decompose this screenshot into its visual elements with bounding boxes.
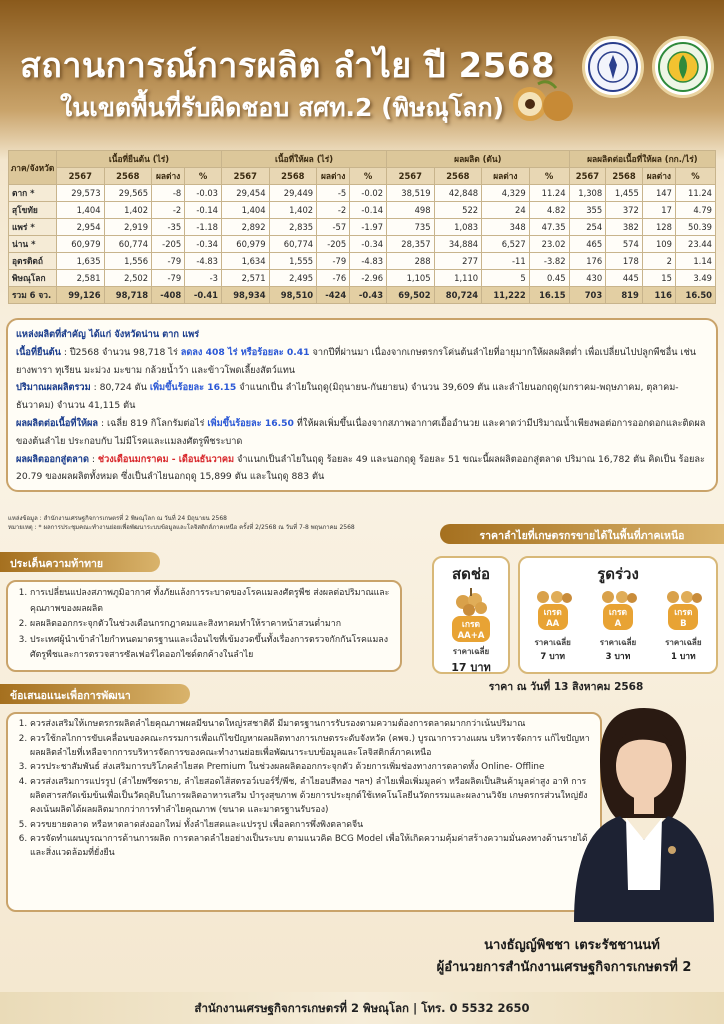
table-cell: 819 [606, 287, 643, 304]
dry-grade-a [588, 590, 648, 663]
table-cell: -5 [317, 185, 350, 202]
grade-badge [603, 604, 633, 630]
price-date: ราคา ณ วันที่ 13 สิงหาคม 2568 [488, 681, 644, 693]
table-cell: 11,222 [482, 287, 530, 304]
table-cell: 2,835 [269, 219, 317, 236]
grade-value: A [614, 619, 622, 629]
dry-title: รูดร่วง [597, 565, 639, 583]
province-cell: สุโขทัย [9, 202, 57, 219]
table-cell: 2,954 [57, 219, 105, 236]
table-cell: 2 [642, 253, 675, 270]
table-cell: 29,565 [104, 185, 152, 202]
market-paragraph [16, 451, 708, 487]
longan-fruit-icon [508, 78, 578, 126]
group-header-bearing: เนื้อที่ให้ผล (ไร่) [222, 151, 387, 168]
table-cell: 288 [387, 253, 435, 270]
oae-logo [652, 36, 714, 98]
area-text-b: จากปีที่ผ่านมา เนื่องจากเกษตรกรโค่นต้นลำไยที่อายุมากให้ผลผลิตต่ำ เพื่อเปลี่ยนไปปลูกพืชอื่น เช่น ยางพารา ทุเรียน มะม่วง มะขาม กล้วยน้ำว้า และข้าวโพดเลี้ยงสัตว์แทน [16, 346, 697, 376]
table-cell: -0.34 [185, 236, 222, 253]
table-cell: -4.83 [350, 253, 387, 270]
table-cell: 2,892 [222, 219, 270, 236]
table-cell: 29,573 [57, 185, 105, 202]
yield-text-b: ที่ให้ผลเพิ่มขึ้นเนื่องจากสภาพอากาศเอื้ออำนวย และคาดว่ามีปริมาณน้ำเพียงพอต่อการออกดอกและติดผลของต้นลำไย ประกอบกับ ไม่มีโรคและแมลงศัตรูพืชระบาด [16, 417, 706, 447]
table-cell: 355 [569, 202, 606, 219]
table-cell: 98,510 [269, 287, 317, 304]
table-cell: -0.03 [185, 185, 222, 202]
table-cell: -1.18 [185, 219, 222, 236]
table-cell: 128 [642, 219, 675, 236]
subcol-header: 2568 [269, 168, 317, 185]
subcol-header: % [529, 168, 569, 185]
table-cell: 38,519 [387, 185, 435, 202]
table-cell: 34,884 [434, 236, 482, 253]
table-cell: 42,848 [434, 185, 482, 202]
table-cell: -57 [317, 219, 350, 236]
group-header-production: ผลผลิต (ตัน) [387, 151, 570, 168]
table-cell: 50.39 [675, 219, 715, 236]
production-text-b: จำแนกเป็น ลำไยในฤดู(มิถุนายน-กันยายน) จำนวน 39,609 ตัน และลำไยนอกฤดู(มกราคม-พฤษภาคม, ตุลาคม-ธันวาคม) จำนวน 41,115 ตัน [16, 382, 679, 412]
table-cell: 348 [482, 219, 530, 236]
grade-word: เกรด [461, 620, 481, 630]
fresh-title: สดช่อ [451, 565, 491, 583]
table-row [9, 185, 716, 202]
table-cell: -3.82 [529, 253, 569, 270]
page-title: สถานการณ์การผลิต ลำไย ปี 2568 [20, 46, 556, 86]
table-cell: 69,502 [387, 287, 435, 304]
list-item: 2. ควรใช้กลไกการขับเคลื่อนของคณะกรรมการเพื่อแก้ไขปัญหาผลผลิตทางการเกษตรระดับจังหวัด (คพจ.) บูรณาการวางแผน บริหารจัดการ แก้ไขปัญหาผลผลิตลำไยที่เหลือจากการบริหารจัดการของคณะทำงานย่อยเพื่อพัฒนาระบบข้อมูลและโลจิสติกส์ภาคเหนือ [30, 733, 594, 761]
table-cell: 98,934 [222, 287, 270, 304]
table-cell: -2 [317, 202, 350, 219]
table-cell: 60,774 [269, 236, 317, 253]
table-sub-header [9, 168, 716, 185]
area-label: เนื้อที่ยืนต้น [16, 346, 61, 358]
longan-icon [598, 590, 638, 604]
group-header-yield: ผลผลิตต่อเนื้อที่ให้ผล (กก./ไร่) [569, 151, 715, 168]
subcol-header: ผลต่าง [152, 168, 185, 185]
price-label: ราคาเฉลี่ย [599, 638, 637, 647]
production-label: ปริมาณผลผลิตรวม [16, 382, 91, 394]
subcol-header: 2567 [222, 168, 270, 185]
table-cell: 4.82 [529, 202, 569, 219]
production-highlight: เพิ่มขึ้นร้อยละ 16.15 [149, 382, 237, 394]
table-cell: 16.15 [529, 287, 569, 304]
list-item: 1. การเปลี่ยนแปลงสภาพภูมิอากาศ ทั้งภัยแล้งการระบาดของโรคแมลงศัตรูพืช ส่งผลต่อปริมาณและคุณภาพของผลผลิต [30, 586, 394, 617]
director-title: ผู้อำนวยการสำนักงานเศรษฐกิจการเกษตรที่ 2 [436, 960, 692, 975]
subcol-header: ผลต่าง [317, 168, 350, 185]
emblem-icon [657, 41, 709, 93]
table-cell: 28,357 [387, 236, 435, 253]
province-cell: พิษณุโลก [9, 270, 57, 287]
table-cell: 47.35 [529, 219, 569, 236]
table-cell: -4.83 [185, 253, 222, 270]
subcol-header: 2568 [434, 168, 482, 185]
table-cell: 574 [606, 236, 643, 253]
fresh-grade-badge [452, 616, 491, 642]
table-cell: -0.02 [350, 185, 387, 202]
table-cell: 382 [606, 219, 643, 236]
table-cell: -424 [317, 287, 350, 304]
table-cell: 116 [642, 287, 675, 304]
table-cell: -0.41 [185, 287, 222, 304]
table-cell: 29,454 [222, 185, 270, 202]
table-cell: -1.97 [350, 219, 387, 236]
table-cell: -35 [152, 219, 185, 236]
table-row [9, 202, 716, 219]
page-subtitle: ในเขตพื้นที่รับผิดชอบ สศท.2 (พิษณุโลก) [60, 93, 505, 122]
table-cell: 1,555 [269, 253, 317, 270]
price-value: 1 บาท [670, 652, 696, 662]
table-cell: -0.14 [350, 202, 387, 219]
table-cell: 11.24 [529, 185, 569, 202]
remark-line: หมายเหตุ : * ผลการประชุมคณะทำงานย่อยเพื่อพัฒนาระบบข้อมูลและโลจิสติกส์ภาคเหนือ ครั้งที่ 2/2568 ณ วันที่ 7-8 พฤษภาคม 2568 [8, 524, 355, 531]
market-text-b: จำแนกเป็นลำไยในฤดู ร้อยละ 49 และนอกฤดู ร้อยละ 51 ขณะนี้ผลผลิตออกสู่ตลาด ปริมาณ 16,782 ตัน คิดเป็น ร้อยละ 20.79 ของผลผลิตทั้งหมด ซึ่งเป็นลำไยนอกฤดู 15,899 ตัน และในฤดู 883 ตัน [16, 453, 705, 483]
table-cell: -79 [152, 253, 185, 270]
table-cell: 372 [606, 202, 643, 219]
yield-label: ผลผลิตต่อเนื้อที่ให้ผล [16, 417, 99, 429]
price-title: ราคาลำไยที่เกษตรกรขายได้ในพื้นที่ภาคเหนือ [440, 524, 724, 544]
table-cell: 80,724 [434, 287, 482, 304]
table-cell: -0.14 [185, 202, 222, 219]
table-cell: 23.02 [529, 236, 569, 253]
table-cell: 1,455 [606, 185, 643, 202]
list-item: 4. ควรส่งเสริมการแปรรูป (ลำไยพรีซดราย, ลำไยสอดไส้สตรอว์เบอร์รี่/พีช, ลำไยอบสีทอง ฯลฯ) ลำไยเพื่อเพิ่มมูลค่า หรือผลิตเป็นสินค้ามูลค่าสูง อาทิ การผลิตสารสกัดเข้มข้นเพื่อเป็นวัตถุดิบในการผลิตอาหารเสริม บำรุงสุขภาพ ด้วยการประยุกต์ใช้เทคโนโลยีนวัตกรรมและผลงานวิจัย เกษตรกรส่วนใหญ่ยังคงเน้นผลิตได้ผลผลิตมากกว่าการทำลำไยคุณภาพ (ขนาด และมาตรฐานรับรอง) [30, 776, 594, 817]
province-col-header: ภาค/จังหวัด [9, 151, 57, 185]
table-cell: -79 [317, 253, 350, 270]
table-cell: 1,308 [569, 185, 606, 202]
table-cell: 11.24 [675, 185, 715, 202]
table-cell: -3 [185, 270, 222, 287]
table-cell: -408 [152, 287, 185, 304]
source-line: แหล่งข้อมูล : สำนักงานเศรษฐกิจการเกษตรที่ 2 พิษณุโลก ณ วันที่ 24 มิถุนายน 2568 [8, 515, 227, 522]
province-cell: อุตรดิตถ์ [9, 253, 57, 270]
province-cell: แพร่ * [9, 219, 57, 236]
table-cell: 2,581 [57, 270, 105, 287]
area-paragraph [16, 344, 708, 380]
table-cell: -79 [152, 270, 185, 287]
table-cell: 60,979 [57, 236, 105, 253]
table-cell: 2,919 [104, 219, 152, 236]
table-cell: 24 [482, 202, 530, 219]
grade-value: AA [546, 619, 560, 629]
table-body [9, 185, 716, 304]
grade-badge [538, 604, 568, 630]
table-cell: 1,635 [57, 253, 105, 270]
table-cell: 465 [569, 236, 606, 253]
suggestions-title: ข้อเสนอแนะเพื่อการพัฒนา [0, 684, 190, 704]
table-cell: 29,449 [269, 185, 317, 202]
table-row [9, 219, 716, 236]
director-photo [560, 690, 724, 922]
production-text-a: : 80,724 ตัน [90, 382, 150, 394]
table-cell: -76 [317, 270, 350, 287]
seal-icon [587, 41, 639, 93]
price-value: 3 บาท [605, 652, 631, 662]
ministry-logo [582, 36, 644, 98]
table-cell: 498 [387, 202, 435, 219]
table-cell: -0.43 [350, 287, 387, 304]
subcol-header: % [185, 168, 222, 185]
table-cell: 703 [569, 287, 606, 304]
footer: สำนักงานเศรษฐกิจการเกษตรที่ 2 พิษณุโลก | โทร. 0 5532 2650 [0, 992, 724, 1024]
grade-value: B [680, 619, 687, 629]
production-paragraph [16, 379, 708, 415]
table-cell: 23.44 [675, 236, 715, 253]
table-cell: 2,571 [222, 270, 270, 287]
longan-bunch-icon [451, 586, 491, 616]
table-cell: 1,105 [387, 270, 435, 287]
province-cell: น่าน * [9, 236, 57, 253]
table-cell: 147 [642, 185, 675, 202]
dry-grade-grid [520, 590, 716, 663]
market-text-a: : [88, 453, 98, 465]
subcol-header: ผลต่าง [642, 168, 675, 185]
table-cell: 99,126 [57, 287, 105, 304]
table-row [9, 236, 716, 253]
list-item: 1. ควรส่งเสริมให้เกษตรกรผลิตลำไยคุณภาพผลมีขนาดใหญ่รสชาติดี มีมาตรฐานการรับรองตามความต้องการตลาดมากกว่าเน้นปริมาณ [30, 718, 594, 732]
dry-grade-b [653, 590, 713, 663]
suggestions-box [6, 712, 602, 912]
table-cell: -8 [152, 185, 185, 202]
area-text-a: : ปี2568 จำนวน 98,718 ไร่ [60, 346, 181, 358]
table-cell: 60,774 [104, 236, 152, 253]
subcol-header: 2568 [606, 168, 643, 185]
grade-badge [668, 604, 698, 630]
table-cell: 522 [434, 202, 482, 219]
table-cell: 1,083 [434, 219, 482, 236]
table-cell: 1,402 [269, 202, 317, 219]
table-cell: 1,556 [104, 253, 152, 270]
suggestions-list [14, 718, 594, 861]
table-cell: 15 [642, 270, 675, 287]
area-highlight: ลดลง 408 ไร่ หรือร้อยละ 0.41 [180, 346, 310, 358]
longan-icon [533, 590, 573, 604]
longan-icon [663, 590, 703, 604]
table-cell: 1,404 [222, 202, 270, 219]
table-cell: 109 [642, 236, 675, 253]
table-cell: 16.50 [675, 287, 715, 304]
grade-word: เกรด [674, 608, 693, 618]
table-cell: 0.45 [529, 270, 569, 287]
list-item: 2. ผลผลิตออกกระจุกตัวในช่วงเดือนกรกฎาคมและสิงหาคมทำให้ราคาหน้าสวนต่ำมาก [30, 617, 394, 633]
fresh-price-card [432, 556, 510, 674]
market-label: ผลผลิตออกสู่ตลาด [16, 453, 89, 465]
key-sources: แหล่งผลิตที่สำคัญ ได้แก่ จังหวัดน่าน ตาก แพร่ [16, 329, 200, 340]
header [0, 0, 724, 150]
table-cell: 1,402 [104, 202, 152, 219]
table-cell: 17 [642, 202, 675, 219]
summary-box [6, 318, 718, 492]
table-row [9, 253, 716, 270]
table-group-header [9, 151, 716, 168]
group-header-area: เนื้อที่ยืนต้น (ไร่) [57, 151, 222, 168]
table-cell: 4,329 [482, 185, 530, 202]
director-name: นางธัญญ์พิชชา เตระรัชชานนท์ [484, 938, 660, 953]
data-table [8, 150, 716, 304]
table-cell: -2.96 [350, 270, 387, 287]
dry-grade-aa [523, 590, 583, 663]
market-highlight: ช่วงเดือนมกราคม - เดือนธันวาคม [97, 453, 235, 465]
price-value: 7 บาท [540, 652, 565, 662]
table-cell: 98,718 [104, 287, 152, 304]
subcol-header: ผลต่าง [482, 168, 530, 185]
challenges-title: ประเด็นความท้าทาย [0, 552, 160, 572]
table-row [9, 270, 716, 287]
price-label: ราคาเฉลี่ย [665, 638, 702, 647]
table-cell: 4.79 [675, 202, 715, 219]
production-table [8, 150, 716, 304]
dry-price-card [518, 556, 718, 674]
table-cell: -205 [152, 236, 185, 253]
table-cell: 735 [387, 219, 435, 236]
table-cell: 176 [569, 253, 606, 270]
table-cell: -0.34 [350, 236, 387, 253]
challenges-box [6, 580, 402, 672]
source-note [8, 514, 355, 532]
table-cell: 1.14 [675, 253, 715, 270]
province-cell: รวม 6 จว. [9, 287, 57, 304]
list-item: 3. ประเทศผู้นำเข้าลำไยกำหนดมาตรฐานและเงื่อนไขที่เข้มงวดขึ้นทั้งเรื่องการตรวจกักกันโรคแมลงศัตรูพืชและการตรวจสารซัลเฟอร์ไดออกไซด์ตกค้างในลำไย [30, 633, 394, 664]
list-item: 6. ควรจัดทำแผนบูรณาการด้านการผลิต การตลาดลำไยอย่างเป็นระบบ ตามแนวคิด BCG Model เพื่อให้เกิดความคุ้มค่าสร้างความมั่นคงทางด้านรายได้ และสิ่งแวดล้อมที่ยั่งยืน [30, 833, 594, 861]
grade-value: AA+A [457, 631, 485, 641]
yield-highlight: เพิ่มขึ้นร้อยละ 16.50 [207, 417, 294, 429]
table-cell: 5 [482, 270, 530, 287]
subcol-header: % [675, 168, 715, 185]
table-cell: -11 [482, 253, 530, 270]
fresh-price-label: ราคาเฉลี่ย [452, 647, 490, 656]
grade-word: เกรด [543, 608, 562, 618]
table-cell: 254 [569, 219, 606, 236]
grade-word: เกรด [608, 608, 628, 618]
table-cell: 445 [606, 270, 643, 287]
subcol-header: 2567 [387, 168, 435, 185]
table-cell: 178 [606, 253, 643, 270]
table-cell: -205 [317, 236, 350, 253]
subcol-header: 2568 [104, 168, 152, 185]
yield-paragraph [16, 415, 708, 451]
table-cell: 1,110 [434, 270, 482, 287]
table-cell: 277 [434, 253, 482, 270]
list-item: 5. ควรขยายตลาด หรือหาตลาดส่งออกใหม่ ทั้งลำไยสดและแปรรูป เพื่อลดการพึ่งพิงตลาดจีน [30, 819, 594, 833]
challenges-list [14, 586, 394, 664]
table-cell: 2,495 [269, 270, 317, 287]
table-cell: 6,527 [482, 236, 530, 253]
table-cell: 3.49 [675, 270, 715, 287]
table-cell: 1,404 [57, 202, 105, 219]
price-label: ราคาเฉลี่ย [534, 638, 571, 647]
table-total-row [9, 287, 716, 304]
yield-text-a: : เฉลี่ย 819 กิโลกรัมต่อไร่ [98, 417, 208, 429]
province-cell: ตาก * [9, 185, 57, 202]
table-cell: -2 [152, 202, 185, 219]
table-cell: 430 [569, 270, 606, 287]
list-item: 3. ควรประชาสัมพันธ์ ส่งเสริมการบริโภคลำไยสด Premium ในช่วงผลผลิตออกกระจุกตัว ด้วยการเพิ่มช่องทางการตลาดทั้ง Online- Offline [30, 761, 594, 775]
table-cell: 1,634 [222, 253, 270, 270]
table-cell: 2,502 [104, 270, 152, 287]
fresh-price-value: 17 บาท [451, 661, 491, 674]
subcol-header: 2567 [57, 168, 105, 185]
table-cell: 60,979 [222, 236, 270, 253]
subcol-header: 2567 [569, 168, 606, 185]
subcol-header: % [350, 168, 387, 185]
